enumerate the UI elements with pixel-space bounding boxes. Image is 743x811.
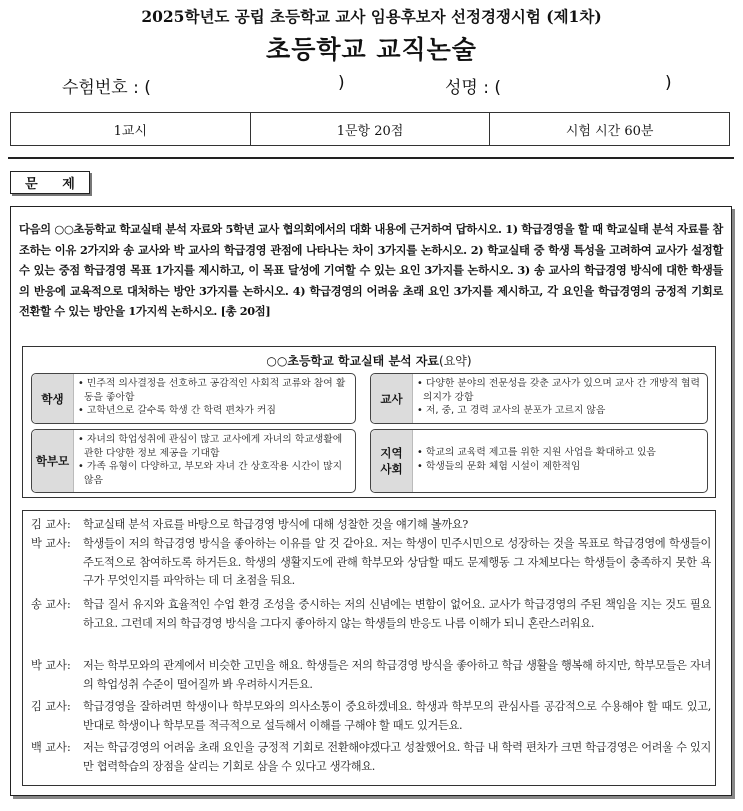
category-community xyxy=(370,429,708,493)
exam-info-table xyxy=(10,112,730,146)
category-items xyxy=(417,446,703,473)
category-items xyxy=(78,377,351,418)
question-text: 다음의 ○○초등학교 학교실태 분석 자료와 5학년 교사 협의회에서의 대화 내용에 근거하여 답하시오. 1) 학급경영을 할 때 학교실태 분석 자료를 참조하는 이유 2가지와 송 교사와 박 교사의 학급경영 관점에 나타나는 차이 3가지를 논하시오. 2) 학교실태 중 학생 특성을 고려하여 교사가 설정할 수 있는 중점 학급경영 목표 1가지를 제시하고, 이 목표 달성에 기여할 수 있는 요인 3가지를 논하시오. 3) 송 교사의 학급경영 방식에 대한 학생들의 반응에 교육적으로 대처하는 방안 3가지를 논하시오. 4) 학급경영의 어려움 초래 요인 3가지를 제시하고, 각 요인을 학급경영의 긍정적 기회로 전환할 수 있는 방안을 1가지씩 논하시오. [총 20점] xyxy=(19,222,723,319)
problem-box xyxy=(10,206,732,796)
dialogue-line xyxy=(31,596,711,633)
speaker-label: 송 교사: xyxy=(31,598,71,611)
exam-title: 2025학년도 공립 초등학교 교사 임용후보자 선정경쟁시험 (제1차) xyxy=(141,7,602,26)
speaker-label: 박 교사: xyxy=(31,537,71,550)
category-students xyxy=(31,373,356,424)
category-items xyxy=(78,433,351,487)
speaker-label: 김 교사: xyxy=(31,518,71,531)
dialogue-line xyxy=(31,657,711,694)
exam-number-close: ) xyxy=(338,73,345,93)
dialogue-line xyxy=(31,698,711,735)
speaker-label: 김 교사: xyxy=(31,700,71,713)
school-report-box xyxy=(22,346,716,498)
dialogue-text: 학급 질서 유지와 효율적인 수업 환경 조성을 중시하는 저의 신념에는 변함이 없어요. 교사가 학급경영의 주된 책임을 지는 것도 필요하고요. 그런데 저의 학급경영 방식을 그다지 좋아하지 않는 학생들의 반응도 나름 이해가 되니 혼란스러워요. xyxy=(83,598,711,630)
dialogue-line xyxy=(31,516,711,535)
category-items xyxy=(417,377,703,418)
category-item: • 고학년으로 갈수록 학생 간 학력 편차가 커짐 xyxy=(78,405,276,417)
divider xyxy=(8,157,734,159)
report-title-sub: (요약) xyxy=(439,354,472,368)
category-item: • 가족 유형이 다양하고, 부모와 자녀 간 상호작용 시간이 많지 않음 xyxy=(78,461,343,486)
name-label: 성명 : ( xyxy=(445,78,502,98)
category-parents xyxy=(31,429,356,493)
category-item: • 다양한 분야의 전문성을 갖춘 교사가 있으며 교사 간 개방적 협력 의지가 강함 xyxy=(417,378,700,403)
period-cell: 1교시 xyxy=(11,113,251,145)
category-label: 학생 xyxy=(32,374,74,423)
problem-label: 문 제 xyxy=(10,171,90,194)
dialogue-text: 학교실태 분석 자료를 바탕으로 학급경영 방식에 대해 성찰한 것을 얘기해 볼까요? xyxy=(83,518,468,531)
name-close: ) xyxy=(665,73,672,93)
dialogue-text: 학급경영을 잘하려면 학생이나 학부모와의 의사소통이 중요하겠네요. 학생과 학부모의 관심사를 공감적으로 수용해야 할 때도 있고, 반대로 학생이나 학부모를 적극적으로 설득해서 이해를 구해야 할 때도 있거든요. xyxy=(83,700,711,732)
exam-number-label: 수험번호 : ( xyxy=(62,78,151,98)
dialogue-line xyxy=(31,739,711,776)
category-item: • 민주적 의사결정을 선호하고 공감적인 사회적 교류와 참여 활동을 좋아함 xyxy=(78,378,346,403)
category-label: 학부모 xyxy=(32,430,74,492)
speaker-label: 박 교사: xyxy=(31,659,71,672)
dialogue-text: 저는 학부모와의 관계에서 비슷한 고민을 해요. 학생들은 저의 학급경영 방식을 좋아하고 학급 생활을 행복해 하지만, 학부모들은 자녀의 학업성취 수준이 떨어질까 봐 우려하시거든요. xyxy=(83,659,711,691)
report-title-main: ○○초등학교 학교실태 분석 자료 xyxy=(266,354,440,368)
category-label: 지역 사회 xyxy=(371,430,413,492)
category-item: • 자녀의 학업성취에 관심이 많고 교사에게 자녀의 학교생활에 관한 다양한 정보 제공을 기대함 xyxy=(78,434,343,459)
category-label: 교사 xyxy=(371,374,413,423)
report-title xyxy=(23,352,715,369)
category-item: • 학교의 교육력 제고를 위한 지원 사업을 확대하고 있음 xyxy=(417,447,656,458)
identity-row xyxy=(62,73,702,97)
dialogue-text: 학생들이 저의 학급경영 방식을 좋아하는 이유를 알 것 같아요. 저는 학생이 민주시민으로 성장하는 것을 목표로 학급경영에 학생들이 주도적으로 참여하도록 하거든요. 학생의 생활지도에 관해 학부모와 상담할 때도 문제행동 그 자체보다는 학생들이 충족하지 못한 욕구가 무엇인지를 파악하는 데 더 초점을 둬요. xyxy=(83,537,711,588)
time-cell: 시험 시간 60분 xyxy=(565,123,654,139)
questions-cell: 1문항 20점 xyxy=(251,113,491,145)
subject-title: 초등학교 교직논술 xyxy=(266,35,477,64)
dialogue-box xyxy=(22,510,716,786)
dialogue-text: 저는 학급경영의 어려움 초래 요인을 긍정적 기회로 전환해야겠다고 성찰했어요. 학급 내 학력 편차가 크면 학급경영은 어려울 수 있지만 협력학습의 장점을 살리는 기회로 삼을 수 있다고 생각해요. xyxy=(83,741,711,773)
dialogue-line xyxy=(31,535,711,591)
category-teachers xyxy=(370,373,708,424)
speaker-label: 백 교사: xyxy=(31,741,71,754)
category-item: • 학생들의 문화 체험 시설이 제한적임 xyxy=(417,460,581,472)
category-item: • 저, 중, 고 경력 교사의 분포가 고르지 않음 xyxy=(417,405,606,417)
